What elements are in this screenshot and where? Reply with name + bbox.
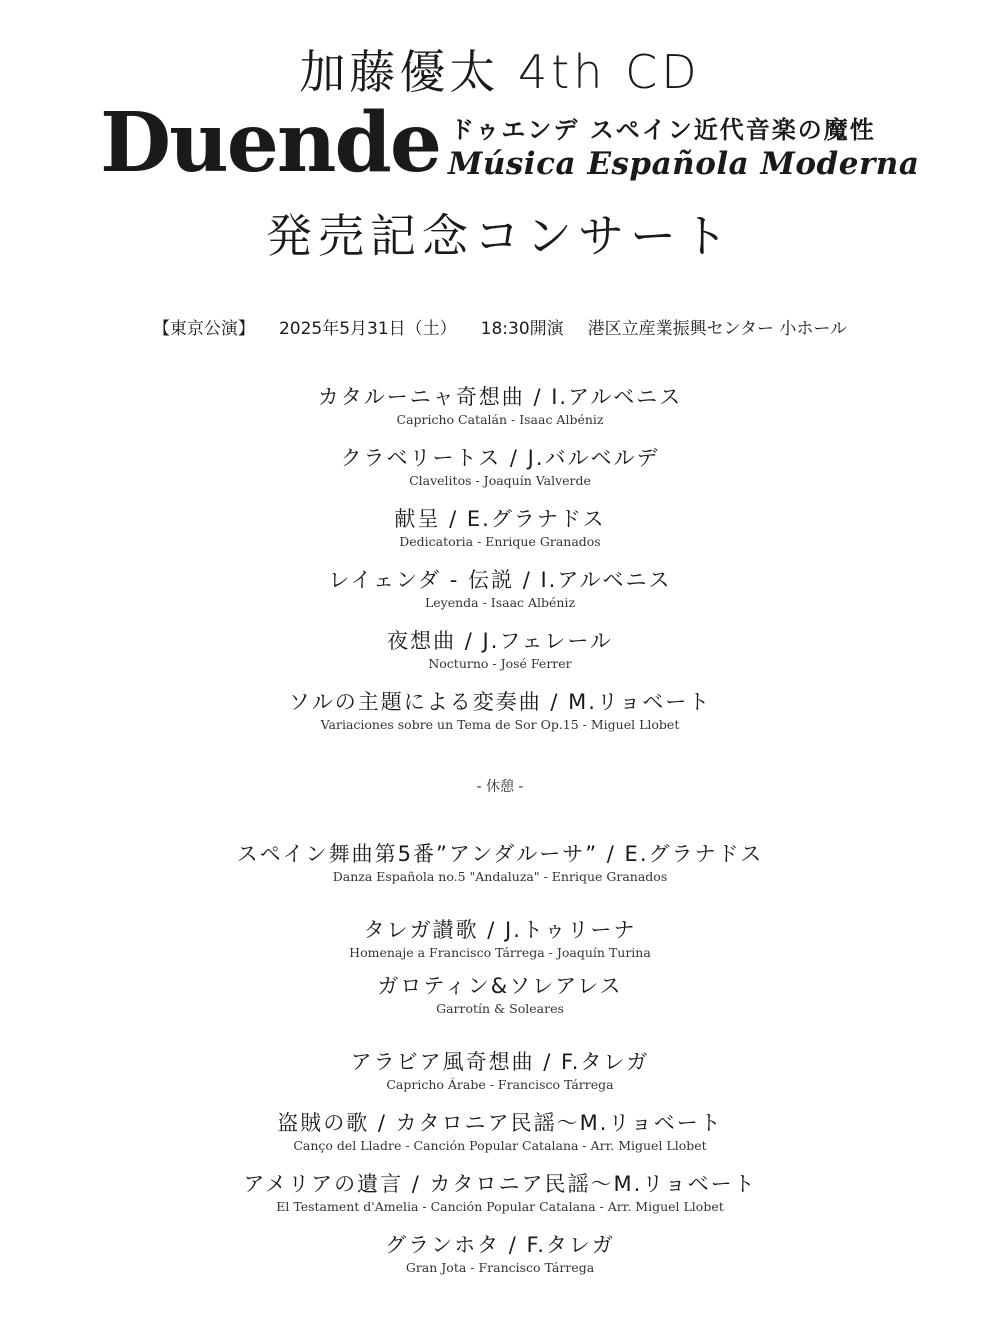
concert-venue: 港区立産業振興センター 小ホール bbox=[587, 319, 848, 339]
piece-title-en: Dedicatoria - Enrique Granados bbox=[399, 534, 601, 549]
program-item bbox=[0, 688, 1000, 734]
program-item bbox=[0, 840, 1000, 886]
piece-title-jp: 夜想曲 / J.フェレール bbox=[387, 629, 613, 653]
piece-title-en: Danza Española no.5 "Andaluza" - Enrique Granados bbox=[332, 869, 668, 884]
piece-title-jp: アメリアの遺言 / カタロニア民謡〜M.リョベート bbox=[243, 1172, 757, 1196]
piece-title-en: El Testament d'Amelia - Canción Popular Catalana - Arr. Miguel Llobet bbox=[276, 1199, 724, 1214]
duende-logo: Duende bbox=[100, 95, 441, 191]
program-item bbox=[0, 444, 1000, 490]
intermission: - 休憩 - bbox=[476, 779, 524, 795]
cd-title: 加藤優太 4th CD bbox=[299, 45, 701, 99]
piece-title-en: Homenaje a Francisco Tárrega - Joaquín Turina bbox=[349, 945, 651, 960]
piece-title-en: Nocturno - José Ferrer bbox=[428, 656, 572, 671]
piece-title-jp: レイェンダ - 伝説 / I.アルベニス bbox=[328, 568, 672, 592]
piece-title-en: Capricho Catalán - Isaac Albéniz bbox=[396, 412, 604, 427]
piece-title-en: Garrotín & Soleares bbox=[436, 1001, 564, 1016]
program-item bbox=[0, 383, 1000, 429]
piece-title-en: Gran Jota - Francisco Tárrega bbox=[405, 1260, 595, 1275]
program-item bbox=[0, 972, 1000, 1018]
concert-time: 18:30開演 bbox=[480, 319, 564, 339]
program-item bbox=[0, 1048, 1000, 1094]
piece-title-jp: 献呈 / E.グラナドス bbox=[394, 507, 606, 531]
venue-label: 【東京公演】 bbox=[152, 319, 255, 339]
piece-title-en: Clavelitos - Joaquín Valverde bbox=[409, 473, 591, 488]
program-item bbox=[0, 916, 1000, 962]
logo-row bbox=[100, 95, 920, 192]
program-item bbox=[0, 627, 1000, 673]
piece-title-jp: クラベリートス / J.バルベルデ bbox=[340, 446, 660, 470]
piece-title-jp: タレガ讃歌 / J.トゥリーナ bbox=[363, 918, 637, 942]
piece-title-en: Canço del Lladre - Canción Popular Catalana - Arr. Miguel Llobet bbox=[293, 1138, 707, 1153]
event-title: 発売記念コンサート bbox=[266, 209, 734, 263]
program-item bbox=[0, 505, 1000, 551]
program-item bbox=[0, 1170, 1000, 1216]
piece-title-en: Variaciones sobre un Tema de Sor Op.15 - Miguel Llobet bbox=[320, 717, 680, 732]
piece-title-jp: グランホタ / F.タレガ bbox=[385, 1233, 615, 1257]
piece-title-en: Capricho Árabe - Francisco Tárrega bbox=[386, 1077, 614, 1092]
program-item bbox=[0, 1109, 1000, 1155]
piece-title-jp: カタルーニャ奇想曲 / I.アルベニス bbox=[317, 385, 683, 409]
piece-title-jp: アラビア風奇想曲 / F.タレガ bbox=[350, 1050, 650, 1074]
program-item bbox=[0, 1231, 1000, 1277]
piece-title-en: Leyenda - Isaac Albéniz bbox=[424, 595, 576, 610]
concert-info bbox=[0, 314, 1000, 339]
piece-title-jp: ソルの主題による変奏曲 / M.リョベート bbox=[288, 690, 712, 714]
piece-title-jp: スペイン舞曲第5番”アンダルーサ” / E.グラナドス bbox=[236, 842, 764, 866]
subtitle-spanish: Música Española Moderna bbox=[448, 146, 920, 182]
piece-title-jp: 盗賊の歌 / カタロニア民謡〜M.リョベート bbox=[277, 1111, 723, 1135]
piece-title-jp: ガロティン&ソレアレス bbox=[377, 974, 623, 998]
subtitle-japanese: ドゥエンデ スペイン近代音楽の魔性 bbox=[450, 116, 876, 144]
concert-date: 2025年5月31日（土） bbox=[278, 319, 457, 339]
program-item bbox=[0, 566, 1000, 612]
